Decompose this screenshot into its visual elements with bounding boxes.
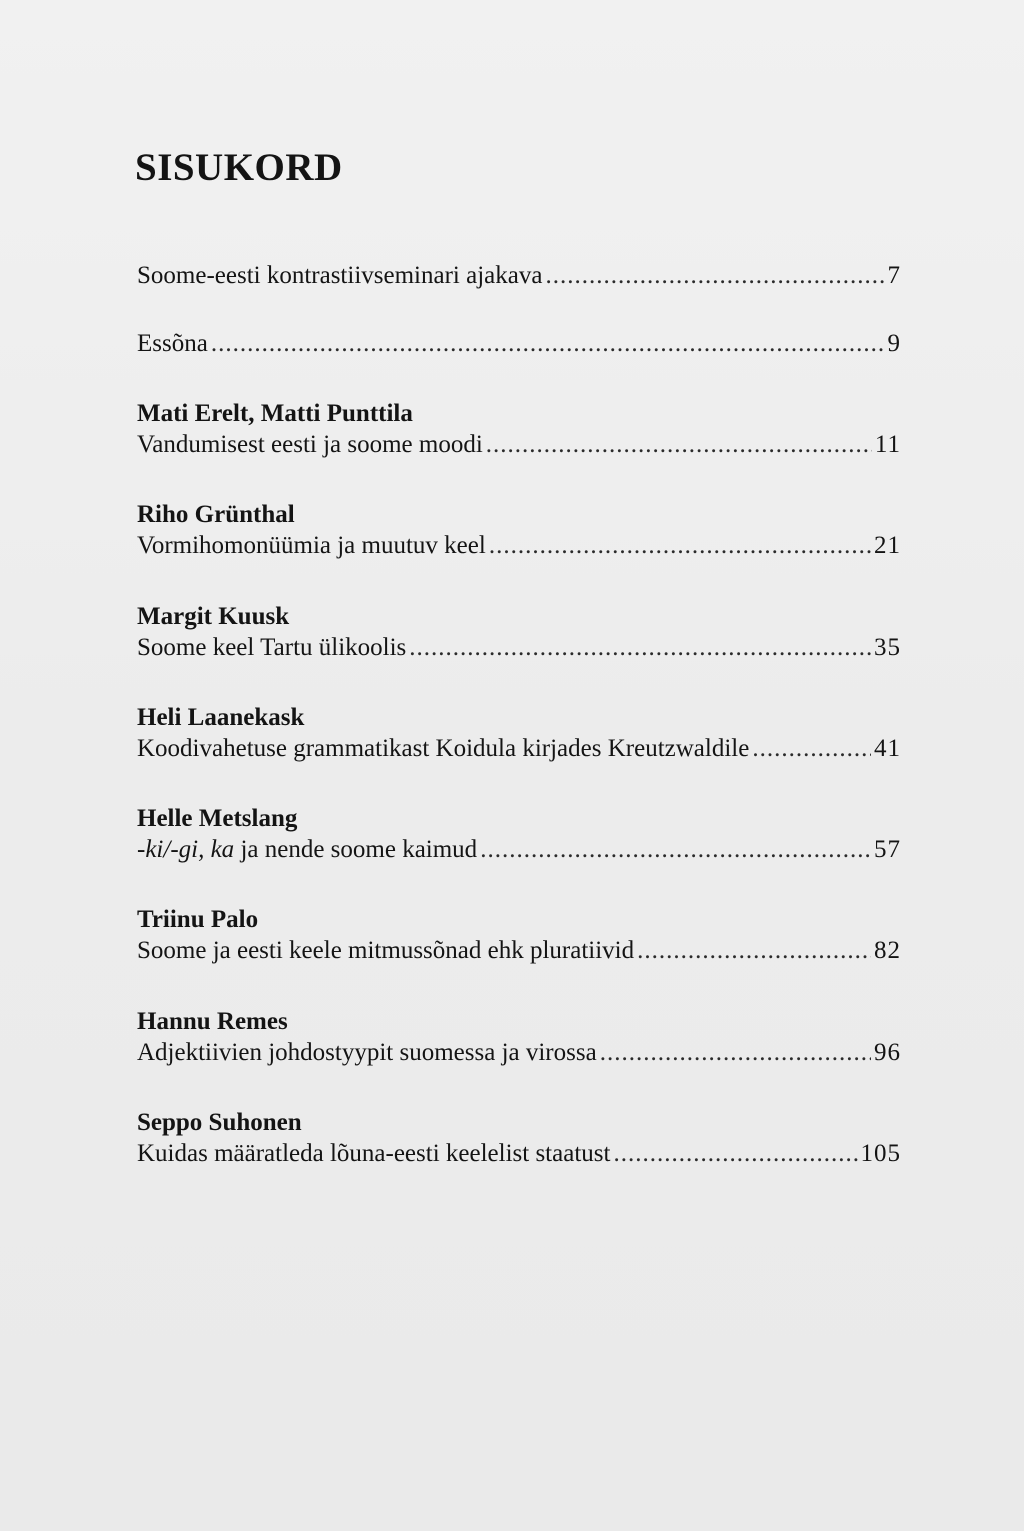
- toc-title: Vormihomonüümia ja muutuv keel: [137, 532, 486, 559]
- toc-line[interactable]: [137, 429, 901, 461]
- toc-title: Kuidas määratleda lõuna-eesti keelelist staatust: [137, 1140, 611, 1167]
- toc-line[interactable]: [137, 1138, 901, 1170]
- toc-title: Adjektiivien johdostyypit suomessa ja virossa: [137, 1039, 597, 1066]
- toc-entry: [137, 905, 901, 967]
- dot-leader: [409, 632, 871, 664]
- toc-page-number: 7: [887, 262, 901, 289]
- toc-entry: [137, 500, 901, 562]
- toc-author: Helle Metslang: [137, 805, 298, 832]
- toc-page-number: 11: [874, 431, 901, 458]
- toc-author: Triinu Palo: [137, 906, 259, 933]
- toc-title-rest: ja nende soome kaimud: [234, 836, 478, 863]
- toc-entry: [137, 703, 901, 765]
- page-title: SISUKORD: [135, 146, 343, 189]
- toc-page-number: 96: [874, 1039, 901, 1066]
- toc-page-number: 57: [874, 836, 901, 863]
- toc-title-italic: -ki/-gi, ka: [137, 836, 235, 863]
- dot-leader: [545, 260, 884, 292]
- toc-author: Hannu Remes: [137, 1008, 288, 1035]
- toc-author: Heli Laanekask: [137, 704, 305, 731]
- toc-entry: [137, 260, 901, 292]
- toc-page-number: 9: [887, 330, 901, 357]
- dot-leader: [486, 429, 872, 461]
- toc-entry: [137, 328, 901, 360]
- toc-title: [137, 834, 477, 866]
- toc-line[interactable]: [137, 530, 901, 562]
- toc-title: Soome keel Tartu ülikoolis: [137, 634, 407, 661]
- toc-title: Vandumisest eesti ja soome moodi: [137, 431, 483, 458]
- dot-leader: [489, 530, 871, 562]
- toc-entry: [137, 804, 901, 866]
- dot-leader: [211, 328, 885, 360]
- dot-leader: [613, 1138, 857, 1170]
- toc-title: Soome ja eesti keele mitmussõnad ehk pluratiivid: [137, 937, 635, 964]
- toc-entry: [137, 399, 901, 461]
- toc-entry: [137, 602, 901, 664]
- toc-entry: [137, 1007, 901, 1069]
- toc-title: Koodivahetuse grammatikast Koidula kirjades Kreutzwaldile: [137, 735, 750, 762]
- toc-line[interactable]: [137, 935, 901, 967]
- toc-page-number: 21: [874, 532, 901, 559]
- dot-leader: [752, 733, 871, 765]
- toc-page-number: 82: [874, 937, 901, 964]
- toc-title: Soome-eesti kontrastiivseminari ajakava: [137, 262, 543, 289]
- toc-page-number: 41: [874, 735, 901, 762]
- dot-leader: [600, 1037, 871, 1069]
- toc-author: Riho Grünthal: [137, 501, 295, 528]
- toc-line[interactable]: [137, 328, 901, 360]
- toc-author: Margit Kuusk: [137, 603, 290, 630]
- dot-leader: [637, 935, 871, 967]
- toc-author: Mati Erelt, Matti Punttila: [137, 400, 413, 427]
- toc-line[interactable]: [137, 834, 901, 866]
- toc-page-number: 35: [874, 634, 901, 661]
- toc-entry: [137, 1108, 901, 1170]
- toc-line[interactable]: [137, 733, 901, 765]
- toc-title: Essõna: [137, 330, 208, 357]
- toc-author: Seppo Suhonen: [137, 1109, 302, 1136]
- toc-line[interactable]: [137, 632, 901, 664]
- toc-page-number: 105: [860, 1140, 901, 1167]
- toc-line[interactable]: [137, 260, 901, 292]
- toc-line[interactable]: [137, 1037, 901, 1069]
- dot-leader: [480, 834, 871, 866]
